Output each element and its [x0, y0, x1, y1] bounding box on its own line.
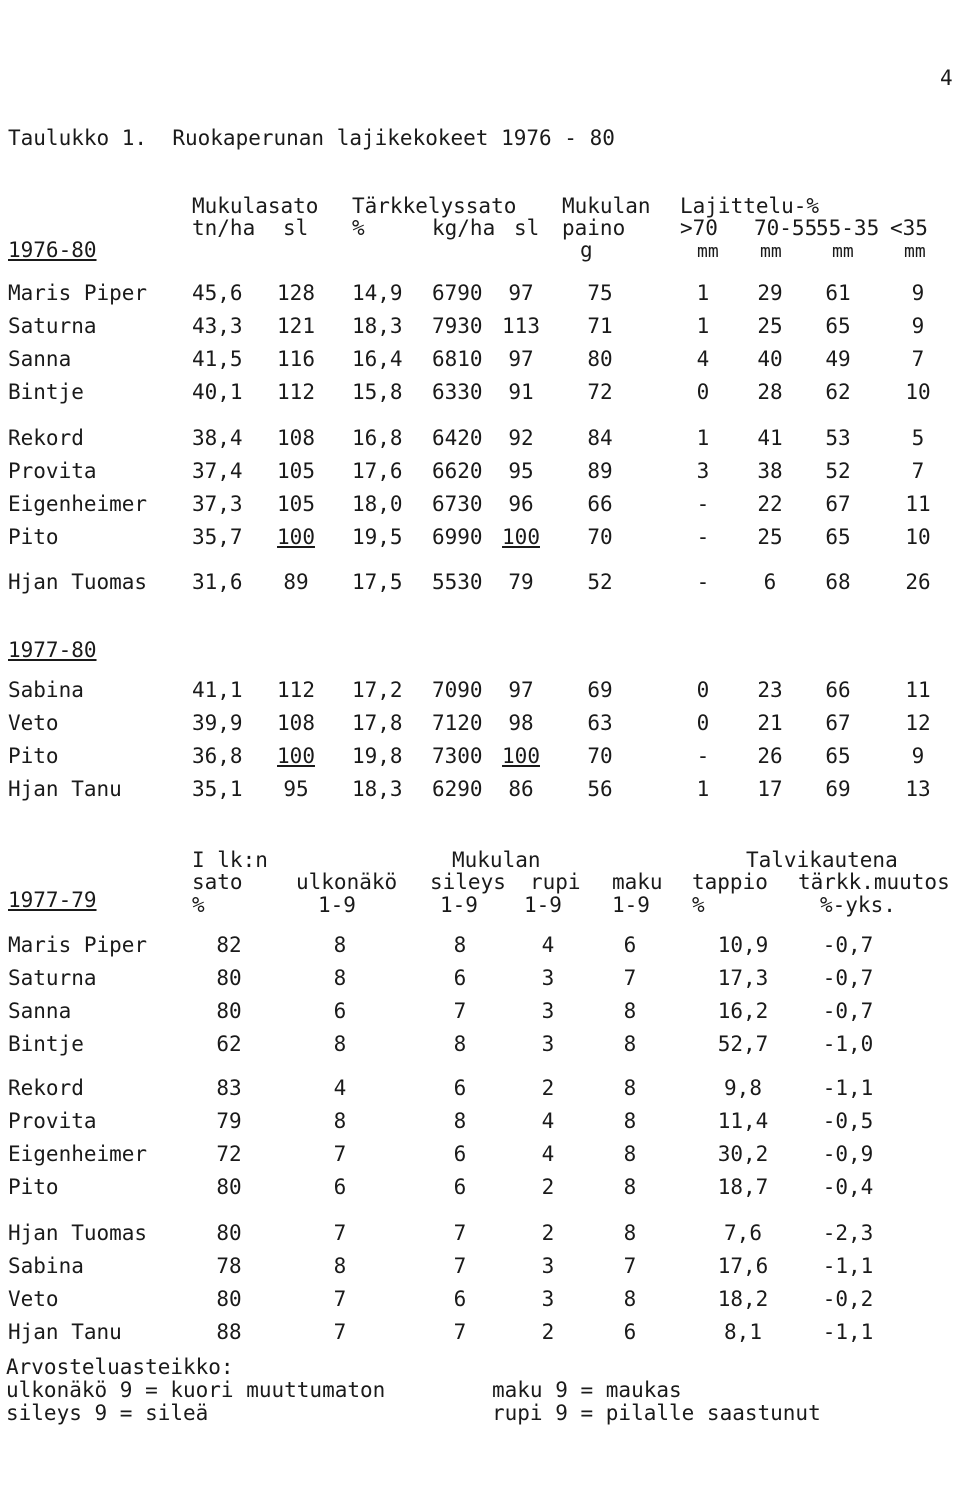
period-label: 1977-80	[8, 638, 97, 662]
table-cell: 7	[911, 459, 925, 483]
table-cell: 14,9	[352, 281, 403, 305]
table-cell: 69	[587, 678, 613, 702]
table-cell: 4	[541, 1109, 555, 1133]
table-cell: 9	[911, 744, 925, 768]
table-cell: 28	[757, 380, 783, 404]
table-cell: 12	[905, 711, 931, 735]
table-cell: 13	[905, 777, 931, 801]
table-cell: 100	[277, 744, 315, 768]
table-cell: 6730	[432, 492, 483, 516]
period-label: 1977-79	[8, 888, 97, 912]
table-cell: 8	[623, 1109, 637, 1133]
table-cell: 1	[696, 314, 710, 338]
table-cell: 70	[587, 525, 613, 549]
table-cell: 67	[825, 492, 851, 516]
table-cell: 86	[508, 777, 534, 801]
table-cell: 52,7	[717, 1032, 769, 1056]
table-cell: 100	[277, 525, 315, 549]
variety-name: Pito	[8, 525, 59, 549]
table-cell: 31,6	[192, 570, 243, 594]
table-cell: 6990	[432, 525, 483, 549]
col-g: g	[580, 238, 593, 262]
table-cell: 7	[453, 1254, 467, 1278]
table-cell: 16,4	[352, 347, 403, 371]
table-cell: 3	[541, 1254, 555, 1278]
table-cell: -0,5	[822, 1109, 874, 1133]
table-cell: 56	[587, 777, 613, 801]
table-cell: 83	[216, 1076, 242, 1100]
table-cell: 35,1	[192, 777, 243, 801]
size-3: 55-35	[816, 216, 880, 240]
variety-name: Sabina	[8, 678, 84, 702]
variety-name: Hjan Tuomas	[8, 570, 148, 594]
col-talvikautena: Talvikautena	[746, 848, 898, 872]
table-cell: 52	[587, 570, 613, 594]
col-maku: maku	[612, 870, 663, 894]
table-cell: 1	[696, 426, 710, 450]
table-cell: 95	[508, 459, 534, 483]
table-cell: 35,7	[192, 525, 243, 549]
table-cell: 7	[623, 1254, 637, 1278]
table-cell: 39,9	[192, 711, 243, 735]
table-cell: 80	[216, 1175, 242, 1199]
variety-name: Sabina	[8, 1254, 84, 1278]
table-cell: 8	[623, 1175, 637, 1199]
table-cell: 61	[825, 281, 851, 305]
size-4: <35	[890, 216, 928, 240]
table-cell: 8	[453, 1032, 467, 1056]
table-cell: 37,3	[192, 492, 243, 516]
table-cell: 6	[623, 933, 637, 957]
table-cell: 7	[333, 1287, 347, 1311]
table-cell: 62	[216, 1032, 242, 1056]
col-lk: I lk:n	[192, 848, 268, 872]
table-cell: 8	[453, 1109, 467, 1133]
table-cell: 11	[905, 492, 931, 516]
table-cell: 108	[277, 426, 315, 450]
col-mukulan: Mukulan	[452, 848, 541, 872]
col-lajittelu: Lajittelu-%	[680, 194, 820, 218]
legend-right-1: maku 9 = maukas	[492, 1378, 682, 1402]
table-cell: 7	[911, 347, 925, 371]
variety-name: Hjan Tanu	[8, 1320, 122, 1344]
variety-name: Bintje	[8, 380, 84, 404]
table-cell: 40	[757, 347, 783, 371]
table-cell: 52	[825, 459, 851, 483]
table-cell: 18,3	[352, 777, 403, 801]
table-cell: 4	[541, 933, 555, 957]
table-cell: 6290	[432, 777, 483, 801]
table-cell: -0,7	[822, 933, 874, 957]
variety-name: Sanna	[8, 347, 72, 371]
table-cell: 95	[283, 777, 309, 801]
table-cell: 108	[277, 711, 315, 735]
variety-name: Pito	[8, 1175, 59, 1199]
table-cell: 78	[216, 1254, 242, 1278]
table-cell: 8	[623, 1221, 637, 1245]
variety-name: Rekord	[8, 426, 84, 450]
variety-name: Maris Piper	[8, 933, 148, 957]
col-tappio-pct: %	[692, 893, 705, 917]
table-cell: 36,8	[192, 744, 243, 768]
col-pct: %	[352, 216, 365, 240]
table-cell: 29	[757, 281, 783, 305]
table-cell: 0	[696, 711, 710, 735]
table-cell: 30,2	[717, 1142, 769, 1166]
table-cell: 16,2	[717, 999, 769, 1023]
table-cell: 97	[508, 347, 534, 371]
table-cell: 38	[757, 459, 783, 483]
size-1: >70	[680, 216, 718, 240]
col-u-scale: 1-9	[318, 893, 356, 917]
variety-name: Maris Piper	[8, 281, 148, 305]
col-rupi: rupi	[530, 870, 581, 894]
table-cell: 17	[757, 777, 783, 801]
table-cell: 97	[508, 281, 534, 305]
table-cell: 19,8	[352, 744, 403, 768]
table-cell: 18,0	[352, 492, 403, 516]
table-cell: 75	[587, 281, 613, 305]
table-cell: -0,4	[822, 1175, 874, 1199]
table-cell: 70	[587, 744, 613, 768]
table-cell: -1,0	[822, 1032, 874, 1056]
table-cell: 7,6	[724, 1221, 762, 1245]
table-cell: 121	[277, 314, 315, 338]
table-cell: 3	[696, 459, 710, 483]
table-cell: -1,1	[822, 1320, 874, 1344]
table-cell: 97	[508, 678, 534, 702]
table-cell: 41	[757, 426, 783, 450]
variety-name: Provita	[8, 459, 97, 483]
table-cell: 6	[453, 966, 467, 990]
table-cell: 17,3	[717, 966, 769, 990]
table-cell: 7	[453, 1221, 467, 1245]
table-cell: 8	[623, 1287, 637, 1311]
table-cell: -2,3	[822, 1221, 874, 1245]
table-cell: 71	[587, 314, 613, 338]
table-cell: 7	[453, 1320, 467, 1344]
table-cell: 65	[825, 314, 851, 338]
table-cell: 96	[508, 492, 534, 516]
variety-name: Hjan Tuomas	[8, 1221, 148, 1245]
table-cell: 6	[763, 570, 777, 594]
table-cell: 7930	[432, 314, 483, 338]
table-cell: 6420	[432, 426, 483, 450]
table-cell: 7	[333, 1320, 347, 1344]
table-cell: 7	[453, 999, 467, 1023]
table-cell: -	[696, 525, 710, 549]
table-cell: 80	[587, 347, 613, 371]
col-kg-ha: kg/ha	[432, 216, 496, 240]
table-cell: -0,7	[822, 999, 874, 1023]
col-mukulan: Mukulan	[562, 194, 651, 218]
table-cell: 84	[587, 426, 613, 450]
table-cell: 9	[911, 281, 925, 305]
table-cell: 21	[757, 711, 783, 735]
col-sato-pct: %	[192, 893, 205, 917]
table-cell: 17,5	[352, 570, 403, 594]
table-cell: 79	[216, 1109, 242, 1133]
variety-name: Bintje	[8, 1032, 84, 1056]
variety-name: Veto	[8, 1287, 59, 1311]
table-cell: 25	[757, 525, 783, 549]
table-cell: 82	[216, 933, 242, 957]
variety-name: Sanna	[8, 999, 72, 1023]
table-cell: 105	[277, 492, 315, 516]
table-cell: 8	[623, 1076, 637, 1100]
table-cell: 8	[333, 933, 347, 957]
table-cell: 72	[587, 380, 613, 404]
table-cell: 8	[623, 1142, 637, 1166]
table-cell: 41,5	[192, 347, 243, 371]
period-label: 1976-80	[8, 238, 97, 262]
col-sl: sl	[283, 216, 309, 240]
table-cell: 89	[587, 459, 613, 483]
table-cell: 17,6	[717, 1254, 769, 1278]
table-cell: 6	[453, 1076, 467, 1100]
col-r-scale: 1-9	[524, 893, 562, 917]
table-cell: 26	[757, 744, 783, 768]
table-cell: -	[696, 492, 710, 516]
col-mukulasato: Mukulasato	[192, 194, 319, 218]
table-cell: 6	[333, 1175, 347, 1199]
table-cell: 37,4	[192, 459, 243, 483]
table-cell: 45,6	[192, 281, 243, 305]
table-cell: 80	[216, 1221, 242, 1245]
table-cell: 4	[696, 347, 710, 371]
table-cell: 40,1	[192, 380, 243, 404]
table-cell: 41,1	[192, 678, 243, 702]
table-cell: 6620	[432, 459, 483, 483]
table-cell: 113	[502, 314, 540, 338]
table-cell: 3	[541, 1287, 555, 1311]
table-cell: 2	[541, 1320, 555, 1344]
table-cell: -1,1	[822, 1254, 874, 1278]
size-2: 70-55	[754, 216, 818, 240]
col-ulkonako: ulkonäkö	[296, 870, 398, 894]
table-cell: 91	[508, 380, 534, 404]
table-cell: 8	[333, 1032, 347, 1056]
table-cell: 112	[277, 380, 315, 404]
table-cell: 7090	[432, 678, 483, 702]
table-cell: -0,7	[822, 966, 874, 990]
table-cell: 6810	[432, 347, 483, 371]
table-cell: 68	[825, 570, 851, 594]
table-cell: 92	[508, 426, 534, 450]
table-cell: 18,7	[717, 1175, 769, 1199]
col-paino: paino	[562, 216, 626, 240]
table-cell: 10	[905, 525, 931, 549]
table-cell: 0	[696, 380, 710, 404]
table-cell: 116	[277, 347, 315, 371]
table-cell: 8	[623, 999, 637, 1023]
table-cell: 9	[911, 314, 925, 338]
table-cell: 2	[541, 1076, 555, 1100]
table-cell: 8	[333, 1254, 347, 1278]
table-cell: 17,8	[352, 711, 403, 735]
table-cell: 66	[587, 492, 613, 516]
col-tarkkelyssato: Tärkkelyssato	[352, 194, 517, 218]
table-cell: 10	[905, 380, 931, 404]
table-cell: -	[696, 744, 710, 768]
variety-name: Saturna	[8, 314, 97, 338]
table-cell: 38,4	[192, 426, 243, 450]
legend-heading: Arvosteluasteikko:	[6, 1355, 234, 1379]
variety-name: Rekord	[8, 1076, 84, 1100]
legend-right-2: rupi 9 = pilalle saastunut	[492, 1401, 821, 1425]
table-cell: 11	[905, 678, 931, 702]
table-cell: 5530	[432, 570, 483, 594]
table-cell: 11,4	[717, 1109, 769, 1133]
table-cell: 65	[825, 744, 851, 768]
table-cell: 6	[623, 1320, 637, 1344]
table-cell: 25	[757, 314, 783, 338]
table-cell: -	[696, 570, 710, 594]
table-cell: 6330	[432, 380, 483, 404]
table-cell: 79	[508, 570, 534, 594]
table-cell: 43,3	[192, 314, 243, 338]
table-cell: 128	[277, 281, 315, 305]
table-cell: 26	[905, 570, 931, 594]
table-cell: 80	[216, 1287, 242, 1311]
col-tn-ha: tn/ha	[192, 216, 256, 240]
table-cell: 6	[453, 1142, 467, 1166]
table-cell: 3	[541, 1032, 555, 1056]
table-cell: 8	[453, 933, 467, 957]
table-cell: 8	[333, 966, 347, 990]
table-cell: 112	[277, 678, 315, 702]
col-m-scale: 1-9	[612, 893, 650, 917]
col-yks: %-yks.	[820, 893, 896, 917]
col-tarkk: tärkk.muutos	[798, 870, 950, 894]
table-cell: -0,2	[822, 1287, 874, 1311]
legend-left-2: sileys 9 = sileä	[6, 1401, 209, 1425]
table-cell: 6	[453, 1175, 467, 1199]
table-cell: 17,2	[352, 678, 403, 702]
table-cell: -1,1	[822, 1076, 874, 1100]
legend-left-1: ulkonäkö 9 = kuori muuttumaton	[6, 1378, 386, 1402]
table-cell: 88	[216, 1320, 242, 1344]
mm-4: mm	[904, 241, 926, 262]
table-cell: 72	[216, 1142, 242, 1166]
table-cell: 19,5	[352, 525, 403, 549]
table-cell: 8,1	[724, 1320, 762, 1344]
col-sato: sato	[192, 870, 243, 894]
table-cell: 16,8	[352, 426, 403, 450]
table-cell: 63	[587, 711, 613, 735]
table-cell: 105	[277, 459, 315, 483]
mm-2: mm	[760, 241, 782, 262]
table-cell: 6	[333, 999, 347, 1023]
table-cell: 4	[541, 1142, 555, 1166]
table-cell: 89	[283, 570, 309, 594]
table-cell: 80	[216, 966, 242, 990]
mm-3: mm	[832, 241, 854, 262]
table-cell: 10,9	[717, 933, 769, 957]
table-cell: 7	[333, 1221, 347, 1245]
variety-name: Hjan Tanu	[8, 777, 122, 801]
table-cell: 100	[502, 744, 540, 768]
table-cell: 66	[825, 678, 851, 702]
table-cell: 18,3	[352, 314, 403, 338]
table-title: Taulukko 1. Ruokaperunan lajikekokeet 1976 - 80	[8, 126, 615, 150]
table-cell: 1	[696, 777, 710, 801]
table-cell: 98	[508, 711, 534, 735]
table-cell: 62	[825, 380, 851, 404]
col-sileys: sileys	[430, 870, 506, 894]
table-cell: 100	[502, 525, 540, 549]
table-cell: -0,9	[822, 1142, 874, 1166]
table-cell: 18,2	[717, 1287, 769, 1311]
table-cell: 69	[825, 777, 851, 801]
table-cell: 8	[623, 1032, 637, 1056]
variety-name: Eigenheimer	[8, 1142, 148, 1166]
table-cell: 6790	[432, 281, 483, 305]
table-cell: 53	[825, 426, 851, 450]
variety-name: Veto	[8, 711, 59, 735]
table-cell: 7	[333, 1142, 347, 1166]
table-cell: 65	[825, 525, 851, 549]
table-cell: 1	[696, 281, 710, 305]
variety-name: Pito	[8, 744, 59, 768]
table-cell: 7	[623, 966, 637, 990]
table-cell: 2	[541, 1221, 555, 1245]
page-number: 4	[940, 66, 953, 90]
table-cell: 7120	[432, 711, 483, 735]
table-cell: 0	[696, 678, 710, 702]
variety-name: Provita	[8, 1109, 97, 1133]
table-cell: 80	[216, 999, 242, 1023]
table-cell: 17,6	[352, 459, 403, 483]
table-cell: 8	[333, 1109, 347, 1133]
mm-1: mm	[697, 241, 719, 262]
table-cell: 4	[333, 1076, 347, 1100]
table-cell: 23	[757, 678, 783, 702]
table-cell: 3	[541, 966, 555, 990]
table-cell: 49	[825, 347, 851, 371]
table-cell: 7300	[432, 744, 483, 768]
variety-name: Eigenheimer	[8, 492, 148, 516]
table-cell: 2	[541, 1175, 555, 1199]
table-cell: 22	[757, 492, 783, 516]
table-cell: 67	[825, 711, 851, 735]
col-sl2: sl	[514, 216, 540, 240]
col-tappio: tappio	[692, 870, 768, 894]
table-cell: 15,8	[352, 380, 403, 404]
table-cell: 5	[911, 426, 925, 450]
variety-name: Saturna	[8, 966, 97, 990]
col-s-scale: 1-9	[440, 893, 478, 917]
table-cell: 6	[453, 1287, 467, 1311]
table-cell: 3	[541, 999, 555, 1023]
table-cell: 9,8	[724, 1076, 762, 1100]
